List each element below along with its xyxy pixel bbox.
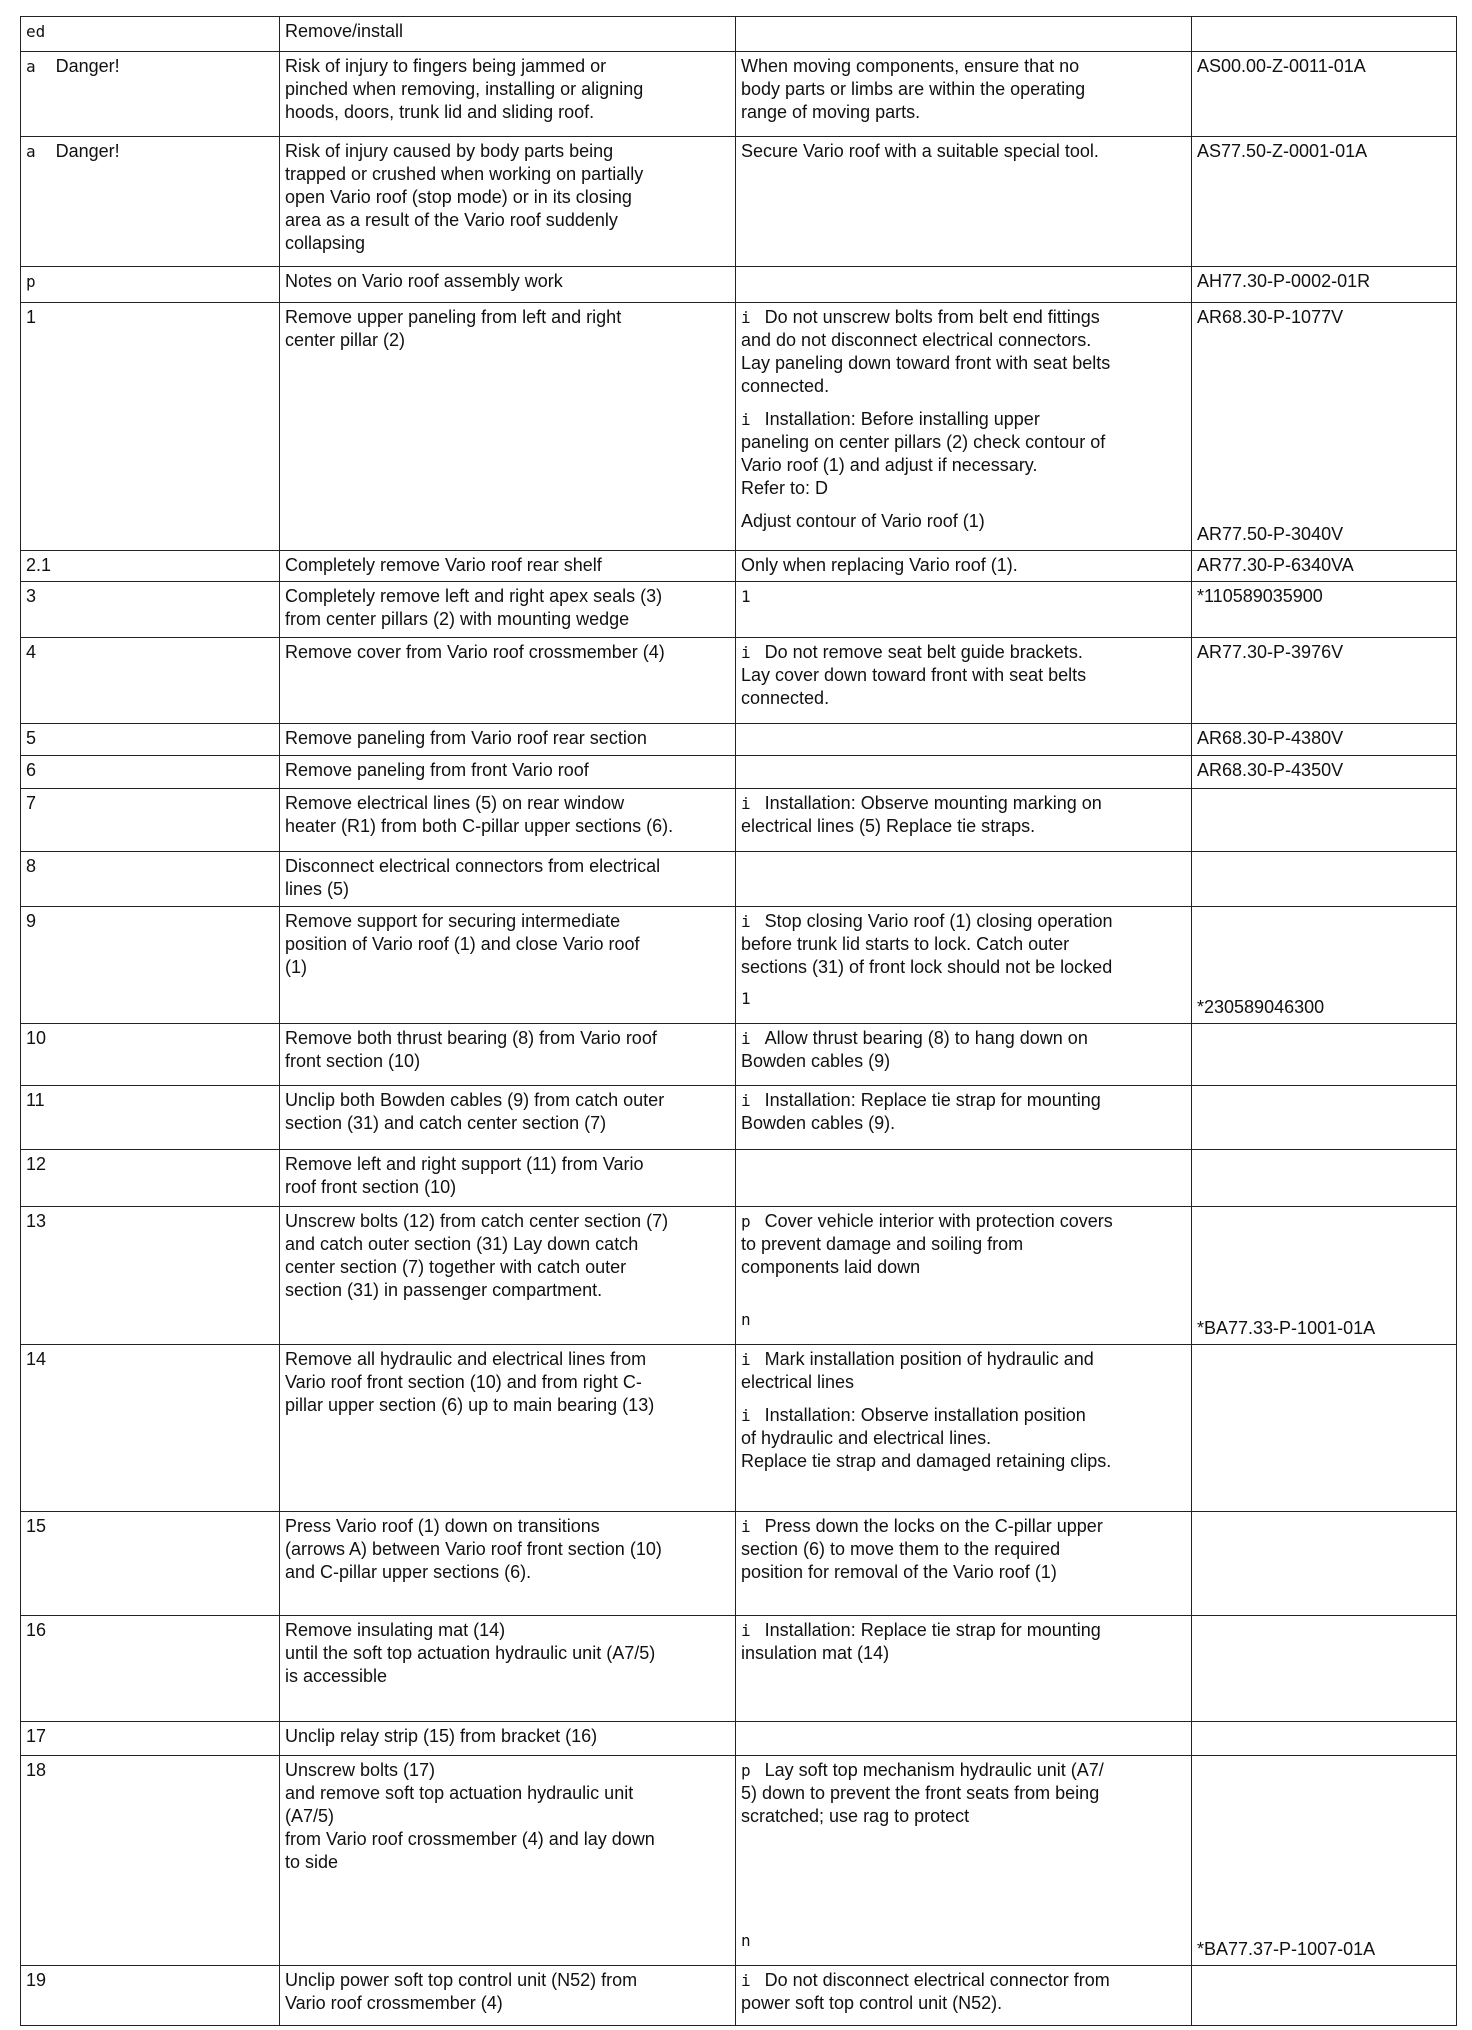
step-cell bbox=[21, 1722, 280, 1756]
step-cell bbox=[21, 638, 280, 724]
document-reference-link[interactable]: AR77.30-P-3976V bbox=[1197, 642, 1344, 662]
hint-symbol-icon: i bbox=[741, 1406, 751, 1425]
document-reference-link[interactable]: AS77.50-Z-0001-01A bbox=[1197, 141, 1368, 161]
hint-text: electrical lines bbox=[741, 1372, 855, 1392]
step-number: 13 bbox=[26, 1211, 47, 1231]
step-number: 15 bbox=[26, 1516, 47, 1536]
step-cell bbox=[21, 303, 280, 551]
procedure-table bbox=[20, 16, 1457, 2026]
hint-text: Lay paneling down toward front with seat belts bbox=[741, 353, 1111, 373]
action-text: Remove electrical lines (5) on rear window bbox=[285, 793, 625, 813]
action-text: Completely remove Vario roof rear shelf bbox=[285, 555, 602, 575]
action-cell bbox=[280, 551, 736, 582]
hint-cell bbox=[736, 582, 1192, 638]
hint-cell bbox=[736, 789, 1192, 852]
hint-text: Do not disconnect electrical connector from bbox=[764, 1970, 1110, 1990]
procedure-row bbox=[21, 1512, 1457, 1616]
step-number: 10 bbox=[26, 1028, 47, 1048]
action-text: Risk of injury caused by body parts being bbox=[285, 141, 614, 161]
hint-text: paneling on center pillars (2) check contour of bbox=[741, 432, 1106, 452]
action-cell bbox=[280, 1616, 736, 1722]
hint-cell bbox=[736, 303, 1192, 551]
action-text: Unscrew bolts (12) from catch center section (7) bbox=[285, 1211, 669, 1231]
procedure-row bbox=[21, 789, 1457, 852]
step-cell bbox=[21, 1086, 280, 1150]
action-cell bbox=[280, 267, 736, 303]
procedure-row bbox=[21, 303, 1457, 551]
hint-text: 5) down to prevent the front seats from being bbox=[741, 1783, 1100, 1803]
hint-text: electrical lines (5) Replace tie straps. bbox=[741, 816, 1036, 836]
reference-cell bbox=[1192, 638, 1457, 724]
action-cell bbox=[280, 1756, 736, 1966]
action-text: Remove insulating mat (14) bbox=[285, 1620, 506, 1640]
document-reference-link[interactable]: AR77.30-P-6340VA bbox=[1197, 555, 1354, 575]
procedure-row bbox=[21, 1345, 1457, 1512]
danger-label: Danger! bbox=[55, 141, 120, 161]
hint-text: Installation: Replace tie strap for mounting bbox=[764, 1090, 1101, 1110]
hint-symbol-icon: i bbox=[741, 643, 751, 662]
hint-symbol-icon: i bbox=[741, 1971, 751, 1990]
hint-cell bbox=[736, 1207, 1192, 1345]
hint-text: section (6) to move them to the required bbox=[741, 1539, 1061, 1559]
hint-text: Allow thrust bearing (8) to hang down on bbox=[764, 1028, 1088, 1048]
hint-cell bbox=[736, 551, 1192, 582]
hint-text: Bowden cables (9). bbox=[741, 1113, 896, 1133]
tool-symbol-icon: 1 bbox=[741, 989, 751, 1008]
action-cell bbox=[280, 1024, 736, 1086]
hint-text: to prevent damage and soiling from bbox=[741, 1234, 1024, 1254]
step-cell bbox=[21, 1345, 280, 1512]
action-text: Remove upper paneling from left and right bbox=[285, 307, 622, 327]
hint-cell bbox=[736, 724, 1192, 756]
hint-symbol-icon: i bbox=[741, 1517, 751, 1536]
hint-text: of hydraulic and electrical lines. bbox=[741, 1428, 992, 1448]
step-number: p bbox=[26, 272, 36, 291]
hint-block bbox=[741, 1969, 1186, 2015]
procedure-row bbox=[21, 638, 1457, 724]
procedure-row bbox=[21, 907, 1457, 1024]
step-cell bbox=[21, 1616, 280, 1722]
hint-cell bbox=[736, 17, 1192, 52]
action-text: Unscrew bolts (17) bbox=[285, 1760, 436, 1780]
document-reference-link[interactable]: AS00.00-Z-0011-01A bbox=[1197, 56, 1366, 76]
hint-symbol-icon: i bbox=[741, 1350, 751, 1369]
hint-cell bbox=[736, 267, 1192, 303]
action-text: Remove cover from Vario roof crossmember (4) bbox=[285, 642, 665, 662]
procedure-row bbox=[21, 1207, 1457, 1345]
step-number: 16 bbox=[26, 1620, 47, 1640]
document-reference-link[interactable]: AR68.30-P-1077V bbox=[1197, 307, 1344, 327]
action-text: and remove soft top actuation hydraulic unit bbox=[285, 1783, 634, 1803]
action-text: from center pillars (2) with mounting wedge bbox=[285, 609, 630, 629]
action-text: trapped or crushed when working on partially bbox=[285, 164, 644, 184]
action-text: Risk of injury to fingers being jammed or bbox=[285, 56, 607, 76]
hint-text: Cover vehicle interior with protection covers bbox=[764, 1211, 1113, 1231]
action-text: Unclip power soft top control unit (N52) from bbox=[285, 1970, 638, 1990]
danger-label: Danger! bbox=[55, 56, 120, 76]
document-reference-link[interactable]: *BA77.37-P-1007-01A bbox=[1197, 1939, 1376, 1959]
hint-symbol-icon: i bbox=[741, 912, 751, 931]
action-text: until the soft top actuation hydraulic unit (A7/5) bbox=[285, 1643, 656, 1663]
action-cell bbox=[280, 907, 736, 1024]
hint-text: insulation mat (14) bbox=[741, 1643, 890, 1663]
procedure-row bbox=[21, 1024, 1457, 1086]
action-cell bbox=[280, 1086, 736, 1150]
procedure-row bbox=[21, 1616, 1457, 1722]
action-text: heater (R1) from both C-pillar upper sections (6). bbox=[285, 816, 674, 836]
action-cell bbox=[280, 724, 736, 756]
reference-cell bbox=[1192, 724, 1457, 756]
step-number: 2.1 bbox=[26, 555, 52, 575]
reference-cell bbox=[1192, 1722, 1457, 1756]
action-text: center pillar (2) bbox=[285, 330, 406, 350]
procedure-row bbox=[21, 17, 1457, 52]
reference-cell bbox=[1192, 1616, 1457, 1722]
action-text: Press Vario roof (1) down on transitions bbox=[285, 1516, 600, 1536]
step-number: a bbox=[26, 142, 36, 161]
step-cell bbox=[21, 1512, 280, 1616]
step-cell bbox=[21, 17, 280, 52]
step-cell bbox=[21, 907, 280, 1024]
step-cell bbox=[21, 1207, 280, 1345]
hint-block bbox=[741, 1759, 1186, 1828]
action-text: Remove all hydraulic and electrical lines from bbox=[285, 1349, 647, 1369]
action-text: (1) bbox=[285, 957, 307, 977]
action-text: lines (5) bbox=[285, 879, 350, 899]
procedure-row bbox=[21, 724, 1457, 756]
hint-cell bbox=[736, 1756, 1192, 1966]
document-reference-link[interactable]: AR68.30-P-4380V bbox=[1197, 728, 1344, 748]
action-text: section (31) in passenger compartment. bbox=[285, 1280, 603, 1300]
hint-block bbox=[741, 910, 1186, 979]
document-reference-link[interactable]: *230589046300 bbox=[1197, 997, 1325, 1017]
action-text: center section (7) together with catch outer bbox=[285, 1257, 627, 1277]
step-number: 9 bbox=[26, 911, 37, 931]
action-cell bbox=[280, 1345, 736, 1512]
action-text: Remove left and right support (11) from Vario bbox=[285, 1154, 644, 1174]
reference-cell bbox=[1192, 756, 1457, 789]
hint-cell bbox=[736, 1024, 1192, 1086]
step-number: 12 bbox=[26, 1154, 47, 1174]
step-cell bbox=[21, 267, 280, 303]
hint-text: position for removal of the Vario roof (1) bbox=[741, 1562, 1057, 1582]
hint-block bbox=[741, 140, 1186, 163]
hint-cell bbox=[736, 1150, 1192, 1207]
hint-text: Press down the locks on the C-pillar upper bbox=[764, 1516, 1103, 1536]
action-text: position of Vario roof (1) and close Vario roof bbox=[285, 934, 640, 954]
action-text: Completely remove left and right apex seals (3) bbox=[285, 586, 663, 606]
hint-symbol-icon: i bbox=[741, 410, 751, 429]
hint-text: sections (31) of front lock should not be locked bbox=[741, 957, 1113, 977]
hint-block bbox=[741, 641, 1186, 710]
procedure-row bbox=[21, 1086, 1457, 1150]
action-text: from Vario roof crossmember (4) and lay down bbox=[285, 1829, 655, 1849]
hint-text: Lay soft top mechanism hydraulic unit (A7/ bbox=[764, 1760, 1104, 1780]
step-number: 7 bbox=[26, 793, 37, 813]
step-number: 17 bbox=[26, 1726, 47, 1746]
action-cell bbox=[280, 1512, 736, 1616]
action-cell bbox=[280, 1207, 736, 1345]
document-reference-link[interactable]: AH77.30-P-0002-01R bbox=[1197, 271, 1371, 291]
procedure-row bbox=[21, 551, 1457, 582]
document-reference-link[interactable]: *BA77.33-P-1001-01A bbox=[1197, 1318, 1376, 1338]
action-text: (arrows A) between Vario roof front section (10) bbox=[285, 1539, 662, 1559]
action-text: roof front section (10) bbox=[285, 1177, 457, 1197]
action-text: Remove/install bbox=[285, 21, 404, 41]
hint-text: connected. bbox=[741, 376, 830, 396]
hint-text: Refer to: D bbox=[741, 478, 829, 498]
document-reference-link[interactable]: *110589035900 bbox=[1197, 586, 1323, 606]
step-cell bbox=[21, 1756, 280, 1966]
step-cell bbox=[21, 724, 280, 756]
reference-cell bbox=[1192, 582, 1457, 638]
hint-block bbox=[741, 1515, 1186, 1584]
hint-text: Replace tie strap and damaged retaining clips. bbox=[741, 1451, 1112, 1471]
hint-text: body parts or limbs are within the operating bbox=[741, 79, 1086, 99]
action-text: Remove paneling from Vario roof rear section bbox=[285, 728, 647, 748]
procedure-row bbox=[21, 52, 1457, 137]
hint-cell bbox=[736, 137, 1192, 267]
hint-symbol-icon: i bbox=[741, 794, 751, 813]
hint-block bbox=[741, 408, 1186, 500]
action-text: Remove support for securing intermediate bbox=[285, 911, 621, 931]
hint-symbol-icon: i bbox=[741, 1621, 751, 1640]
reference-cell bbox=[1192, 551, 1457, 582]
hint-symbol-icon: p bbox=[741, 1212, 751, 1231]
step-cell bbox=[21, 1024, 280, 1086]
hint-cell bbox=[736, 756, 1192, 789]
hint-block bbox=[741, 585, 1186, 608]
document-reference-link[interactable]: AR68.30-P-4350V bbox=[1197, 760, 1344, 780]
reference-cell bbox=[1192, 1756, 1457, 1966]
hint-cell bbox=[736, 907, 1192, 1024]
hint-symbol-icon: p bbox=[741, 1761, 751, 1780]
step-cell bbox=[21, 582, 280, 638]
action-text: section (31) and catch center section (7) bbox=[285, 1113, 607, 1133]
hint-block bbox=[741, 306, 1186, 398]
action-cell bbox=[280, 52, 736, 137]
reference-cell bbox=[1192, 789, 1457, 852]
step-number: 1 bbox=[26, 307, 37, 327]
action-text: Unclip both Bowden cables (9) from catch outer bbox=[285, 1090, 665, 1110]
action-text: collapsing bbox=[285, 233, 366, 253]
procedure-row bbox=[21, 137, 1457, 267]
action-cell bbox=[280, 17, 736, 52]
action-text: is accessible bbox=[285, 1666, 388, 1686]
hint-block bbox=[741, 1619, 1186, 1665]
step-number: 5 bbox=[26, 728, 37, 748]
action-cell bbox=[280, 1722, 736, 1756]
hint-cell bbox=[736, 1086, 1192, 1150]
action-cell bbox=[280, 1150, 736, 1207]
hint-text: Secure Vario roof with a suitable special tool. bbox=[741, 141, 1099, 161]
step-number: 8 bbox=[26, 856, 37, 876]
action-cell bbox=[280, 303, 736, 551]
hint-block bbox=[741, 1348, 1186, 1394]
hint-text: scratched; use rag to protect bbox=[741, 1806, 970, 1826]
step-number: 19 bbox=[26, 1970, 47, 1990]
procedure-row bbox=[21, 267, 1457, 303]
reference-cell bbox=[1192, 267, 1457, 303]
action-cell bbox=[280, 789, 736, 852]
step-cell bbox=[21, 551, 280, 582]
action-cell bbox=[280, 756, 736, 789]
action-text: and catch outer section (31) Lay down catch bbox=[285, 1234, 639, 1254]
action-text: Notes on Vario roof assembly work bbox=[285, 271, 563, 291]
hint-block bbox=[741, 55, 1186, 124]
action-text: to side bbox=[285, 1852, 339, 1872]
step-number: 3 bbox=[26, 586, 37, 606]
reference-cell bbox=[1192, 1512, 1457, 1616]
hint-text: Vario roof (1) and adjust if necessary. bbox=[741, 455, 1038, 475]
hint-cell bbox=[736, 1722, 1192, 1756]
action-text: pinched when removing, installing or aligning bbox=[285, 79, 644, 99]
reference-cell bbox=[1192, 17, 1457, 52]
tool-symbol-icon: n bbox=[741, 1931, 751, 1950]
procedure-row bbox=[21, 756, 1457, 789]
action-text: pillar upper section (6) up to main bearing (13) bbox=[285, 1395, 655, 1415]
reference-cell bbox=[1192, 1024, 1457, 1086]
hint-text: Do not remove seat belt guide brackets. bbox=[764, 642, 1083, 662]
hint-cell bbox=[736, 52, 1192, 137]
step-cell bbox=[21, 1150, 280, 1207]
hint-text: before trunk lid starts to lock. Catch outer bbox=[741, 934, 1070, 954]
page-footer bbox=[28, 2016, 1448, 2028]
hint-text: connected. bbox=[741, 688, 830, 708]
refer-to-text: Adjust contour of Vario roof (1) bbox=[741, 511, 985, 531]
hint-text: Installation: Before installing upper bbox=[764, 409, 1040, 429]
step-number: 11 bbox=[26, 1090, 45, 1110]
procedure-row bbox=[21, 1756, 1457, 1966]
procedure-row bbox=[21, 1722, 1457, 1756]
action-text: front section (10) bbox=[285, 1051, 421, 1071]
step-number: a bbox=[26, 57, 36, 76]
hint-text: Only when replacing Vario roof (1). bbox=[741, 555, 1018, 575]
reference-cell bbox=[1192, 1345, 1457, 1512]
action-text: Unclip relay strip (15) from bracket (16) bbox=[285, 1726, 598, 1746]
hint-block bbox=[741, 1210, 1186, 1279]
hint-text: Do not unscrew bolts from belt end fittings bbox=[764, 307, 1100, 327]
procedure-row bbox=[21, 1150, 1457, 1207]
action-cell bbox=[280, 137, 736, 267]
hint-symbol-icon: i bbox=[741, 1029, 751, 1048]
hint-symbol-icon: 1 bbox=[741, 587, 751, 606]
action-text: Vario roof front section (10) and from right C- bbox=[285, 1372, 642, 1392]
hint-cell bbox=[736, 1345, 1192, 1512]
hint-text: power soft top control unit (N52). bbox=[741, 1993, 1003, 2013]
action-text: Remove paneling from front Vario roof bbox=[285, 760, 589, 780]
reference-cell bbox=[1192, 1086, 1457, 1150]
hint-cell bbox=[736, 852, 1192, 907]
hint-text: When moving components, ensure that no bbox=[741, 56, 1080, 76]
procedure-row bbox=[21, 582, 1457, 638]
procedure-table-body bbox=[21, 17, 1457, 2026]
action-cell bbox=[280, 638, 736, 724]
step-cell bbox=[21, 789, 280, 852]
step-number: 18 bbox=[26, 1760, 47, 1780]
step-cell bbox=[21, 137, 280, 267]
action-text: area as a result of the Vario roof suddenly bbox=[285, 210, 618, 230]
document-reference-link[interactable]: AR77.50-P-3040V bbox=[1197, 524, 1344, 544]
step-number: 4 bbox=[26, 642, 37, 662]
step-number: ed bbox=[26, 22, 46, 41]
hint-block bbox=[741, 1404, 1186, 1473]
procedure-row bbox=[21, 852, 1457, 907]
hint-text: Installation: Observe mounting marking on bbox=[764, 793, 1102, 813]
action-cell bbox=[280, 852, 736, 907]
reference-cell bbox=[1192, 852, 1457, 907]
hint-cell bbox=[736, 1616, 1192, 1722]
action-text: hoods, doors, trunk lid and sliding roof. bbox=[285, 102, 595, 122]
hint-text: range of moving parts. bbox=[741, 102, 921, 122]
hint-symbol-icon: i bbox=[741, 1091, 751, 1110]
hint-block bbox=[741, 1027, 1186, 1073]
step-cell bbox=[21, 852, 280, 907]
reference-cell bbox=[1192, 137, 1457, 267]
hint-text: components laid down bbox=[741, 1257, 921, 1277]
hint-cell bbox=[736, 1512, 1192, 1616]
reference-cell bbox=[1192, 1150, 1457, 1207]
action-text: open Vario roof (stop mode) or in its closing bbox=[285, 187, 632, 207]
tool-symbol-icon: n bbox=[741, 1310, 751, 1329]
hint-text: Mark installation position of hydraulic and bbox=[764, 1349, 1094, 1369]
hint-block bbox=[741, 554, 1186, 577]
hint-text: Installation: Observe installation position bbox=[764, 1405, 1086, 1425]
step-cell bbox=[21, 756, 280, 789]
step-number: 14 bbox=[26, 1349, 47, 1369]
hint-text: and do not disconnect electrical connectors. bbox=[741, 330, 1092, 350]
hint-text: Stop closing Vario roof (1) closing operation bbox=[764, 911, 1113, 931]
hint-block bbox=[741, 1089, 1186, 1135]
hint-text: Bowden cables (9) bbox=[741, 1051, 891, 1071]
step-number: 6 bbox=[26, 760, 37, 780]
reference-cell bbox=[1192, 303, 1457, 551]
hint-symbol-icon: i bbox=[741, 308, 751, 327]
reference-cell bbox=[1192, 907, 1457, 1024]
hint-cell bbox=[736, 638, 1192, 724]
action-text: Vario roof crossmember (4) bbox=[285, 1993, 503, 2013]
action-text: Remove both thrust bearing (8) from Vario roof bbox=[285, 1028, 657, 1048]
reference-cell bbox=[1192, 1207, 1457, 1345]
action-text: and C-pillar upper sections (6). bbox=[285, 1562, 532, 1582]
action-text: (A7/5) bbox=[285, 1806, 335, 1826]
reference-cell bbox=[1192, 52, 1457, 137]
action-cell bbox=[280, 582, 736, 638]
step-cell bbox=[21, 52, 280, 137]
hint-text: Lay cover down toward front with seat belts bbox=[741, 665, 1087, 685]
hint-text: Installation: Replace tie strap for mounting bbox=[764, 1620, 1101, 1640]
hint-block bbox=[741, 792, 1186, 838]
action-text: Disconnect electrical connectors from electrical bbox=[285, 856, 661, 876]
